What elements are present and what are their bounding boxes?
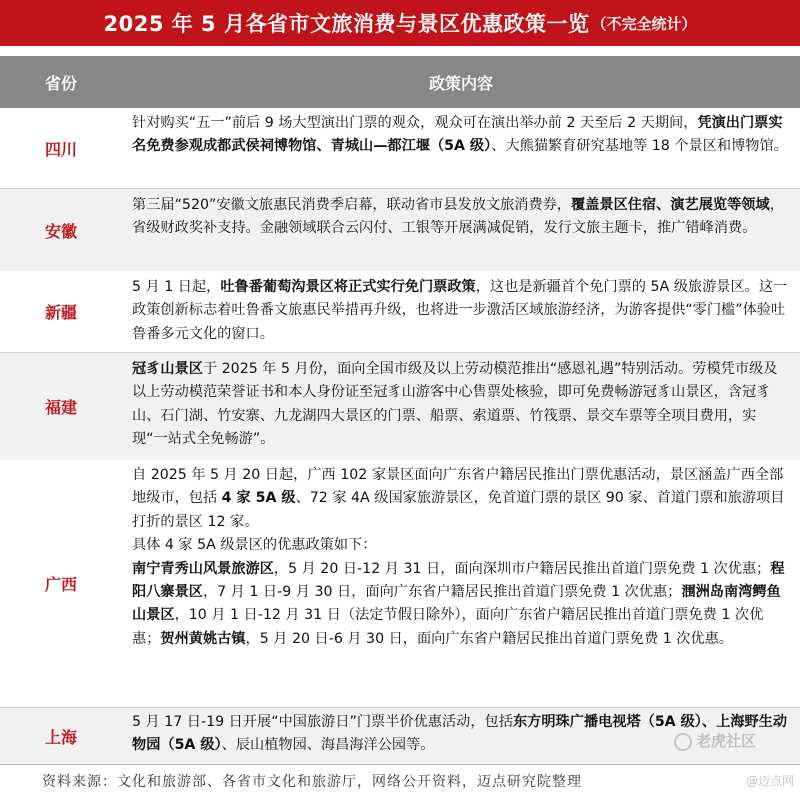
policy-text: 针对购买“五一”前后 9 场大型演出门票的观众，观众可在演出举办前 2 天至后 2 天期间，: [132, 115, 698, 131]
table-row: [0, 108, 800, 189]
tiger-icon: [674, 733, 692, 751]
policy-text: ，7 月 1 日-9 月 30 日，面向广东省户籍居民推出首道门票免费 1 次优惠；: [202, 584, 682, 601]
policy-content: [132, 464, 790, 651]
watermark-site: @迈点网: [745, 774, 794, 788]
page-title: 2025 年 5 月各省市文旅消费与景区优惠政策一览: [103, 12, 590, 36]
policy-text: 、72 家 4A 级国家旅游景区，免首道门票的景区 90 家、首道门票和旅游项目打折的景区 12 家。: [132, 490, 785, 530]
policy-text: 、大熊猫繁育研究基地等 18 个景区和博物馆。: [491, 138, 788, 155]
policy-text: 5 月 17 日-19 日开展“中国旅游日”门票半价优惠活动，包括: [132, 714, 513, 730]
province-cell: 广西: [44, 575, 77, 594]
policy-highlight: 南宁青秀山风景旅游区: [132, 560, 274, 577]
policy-text: 于 2025 年 5 月份，面向全国市级及以上劳动模范推出“感恩礼遇”特别活动。劳模凭市级及以上劳动模范荣誉证书和本人身份证至冠豸山游客中心售票处核验，即可免费畅游冠豸山景区，含冠豸山、石门湖、竹安寨、九龙湖四大景区的门票、船票、索道票、竹筏票、景交车票等全项目费用，实现“一站式全免畅游”。: [132, 361, 778, 448]
province-cell: 安徽: [44, 221, 77, 241]
policy-highlight: 冠豸山景区: [132, 361, 203, 377]
province-cell: 四川: [44, 139, 77, 159]
policy-text: 、辰山植物园、海昌海洋公园等。: [221, 737, 435, 754]
header-content: 政策内容: [428, 73, 493, 93]
table-header: [0, 56, 800, 108]
policy-highlight: 吐鲁番葡萄沟景区将正式实行免门票政策: [220, 279, 476, 295]
policy-highlight: 4 家 5A 级: [221, 490, 296, 507]
province-cell: 新疆: [44, 303, 77, 322]
title-bar: [0, 0, 800, 46]
policy-highlight: 贺州黄姚古镇: [160, 630, 246, 647]
policy-text: ，省级财政奖补支持。金融领域联合云闪付、工银等开展满减促销，发行文旅主题卡，推广错峰消费。: [132, 197, 784, 237]
watermark-brand: 老虎社区: [674, 730, 756, 751]
province-cell: 上海: [44, 727, 77, 747]
table-row: [0, 460, 800, 708]
policy-content: [132, 194, 790, 241]
policy-content: [132, 276, 790, 346]
source-note: 资料来源：文化和旅游部、各省市文化和旅游厅，网络公开资料，迈点研究院整理: [0, 764, 800, 796]
policy-highlight: 涠洲岛南湾鳄鱼山景区: [132, 584, 781, 624]
policy-text: ，5 月 20 日-6 月 30 日，面向广东省户籍居民推出首道门票免费 1 次优惠。: [245, 630, 733, 647]
policy-content: [132, 112, 790, 159]
policy-text: ，这也是新疆首个免门票的 5A 级旅游景区。这一政策创新标志着吐鲁番文旅惠民举措再升级，也将进一步激活区域旅游经济，为游客提供“零门槛”体验吐鲁番多元文化的窗口。: [132, 279, 788, 342]
table-row: [0, 353, 800, 460]
policy-highlight: 凭演出门票实名免费参观成都武侯祠博物馆、青城山—都江堰（5A 级）: [132, 115, 783, 155]
policy-text: 第三届“520”安徽文旅惠民消费季启幕，联动省市县发放文旅消费券，: [132, 197, 572, 213]
policy-text: 具体 4 家 5A 级景区的优惠政策如下：: [132, 537, 377, 554]
province-cell: 福建: [44, 398, 77, 417]
policy-text: ，10 月 1 日-12 月 31 日（法定节假日除外），面向广东省户籍居民推出首道门票免费 1 次优惠；: [132, 607, 764, 647]
policy-content: [132, 358, 790, 452]
table-row: [0, 271, 800, 353]
policy-text: ，5 月 20 日-12 月 31 日，面向深圳市户籍居民推出首道门票免费 1 次优惠；: [273, 560, 771, 577]
policy-highlight: 覆盖景区住宿、演艺展览等领域: [571, 197, 770, 213]
policy-text: 5 月 1 日起，: [132, 279, 221, 295]
header-province: 省份: [44, 73, 77, 93]
policy-highlight: 程阳八寨景区: [132, 560, 785, 601]
page-subtitle: （不完全统计）: [591, 14, 697, 33]
table-row: [0, 189, 800, 271]
policy-text: 自 2025 年 5 月 20 日起，广西 102 家景区面向广东省户籍居民推出门票优惠活动，景区涵盖广西全部地级市，包括: [132, 467, 784, 507]
policy-highlight: 东方明珠广播电视塔（5A 级）、上海野生动物园（5A 级）: [132, 714, 788, 754]
